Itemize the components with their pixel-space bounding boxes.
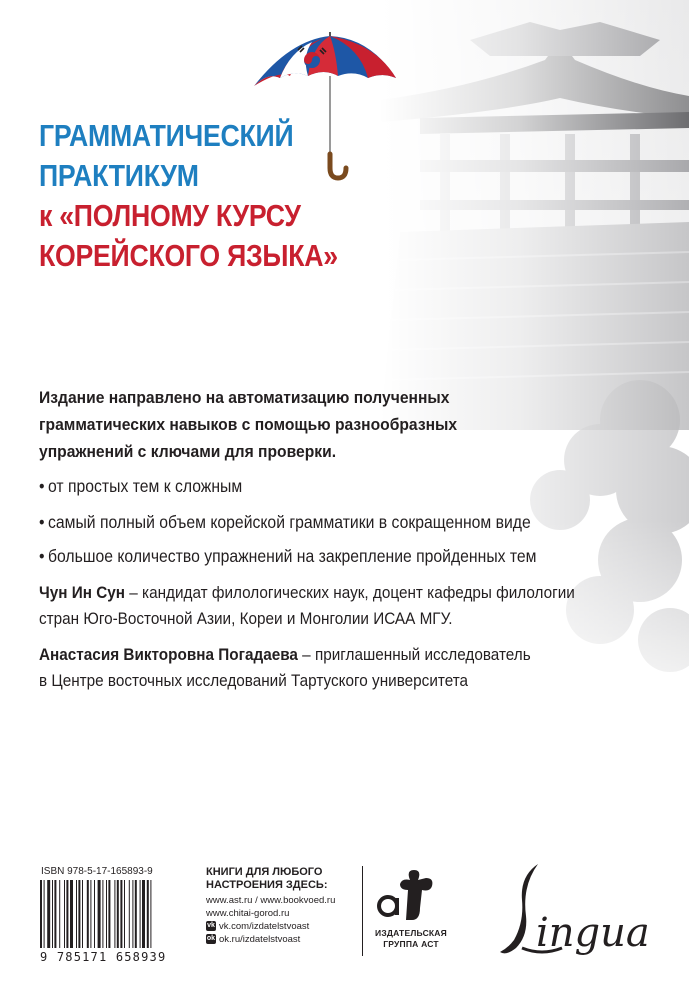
- shop-link: www.ast.ru / www.bookvoed.ru: [206, 895, 336, 906]
- publisher-caption: [371, 928, 451, 950]
- bullet-text: самый полный объем корейской грамматики в сокращенном виде: [48, 512, 531, 532]
- barcode-bar: [129, 880, 130, 948]
- ok-link: [206, 933, 356, 946]
- barcode-bar: [40, 880, 42, 948]
- title-line-3: к «ПОЛНОМУ КУРСУ: [39, 198, 301, 233]
- barcode-bar: [44, 880, 45, 948]
- barcode-bar: [94, 880, 95, 948]
- bullet-dot: •: [39, 476, 45, 496]
- ok-icon: ok: [206, 935, 216, 943]
- barcode-bar: [90, 880, 91, 948]
- vk-link: [206, 920, 356, 933]
- barcode-bar: [120, 880, 122, 948]
- barcode-bar: [87, 880, 89, 948]
- publisher-line: ИЗДАТЕЛЬСКАЯ: [375, 928, 447, 938]
- barcode-bar: [114, 880, 115, 948]
- shops-block: [206, 866, 356, 946]
- author-bio: [39, 642, 660, 694]
- barcode-bar: [140, 880, 141, 948]
- bullet-dot: •: [39, 546, 45, 566]
- publisher-line: ГРУППА АСТ: [383, 939, 439, 949]
- barcode-bar: [124, 880, 125, 948]
- barcode-bar: [142, 880, 145, 948]
- svg-text:ingua: ingua: [536, 910, 650, 956]
- vk-icon: vk: [207, 922, 215, 930]
- bullet-text: большое количество упражнений на закрепление пройденных тем: [48, 546, 537, 566]
- barcode-bar: [54, 880, 56, 948]
- barcode-number: 9 785171 658939: [40, 950, 167, 964]
- barcode-bar: [82, 880, 83, 948]
- barcode-bar: [47, 880, 50, 948]
- author-desc: стран Юго-Восточной Азии, Кореи и Монголии ИСАА МГУ.: [39, 609, 453, 628]
- barcode-bar: [135, 880, 137, 948]
- barcode-bar: [52, 880, 53, 948]
- barcode-bar: [66, 880, 68, 948]
- isbn-label: ISBN 978-5-17-165893-9: [41, 866, 153, 877]
- barcode-bar: [150, 880, 151, 948]
- shops-heading: КНИГИ ДЛЯ ЛЮБОГО: [206, 866, 323, 878]
- bullet-item: [39, 510, 531, 534]
- barcode-bar: [59, 880, 60, 948]
- barcode-bar: [102, 880, 103, 948]
- barcode-bar: [70, 880, 73, 948]
- barcode-bar: [98, 880, 101, 948]
- barcode-bar: [108, 880, 110, 948]
- bullet-text: от простых тем к сложным: [48, 476, 243, 496]
- intro-paragraph: Издание направлено на автоматизацию полученных грамматических навыков с помощью разнообразных упражнений с ключами для проверки.: [39, 388, 458, 461]
- ok-text: ok.ru/izdatelstvoast: [219, 934, 301, 945]
- ast-logo: [376, 868, 436, 926]
- lingua-logo: [492, 856, 652, 966]
- shops-heading: НАСТРОЕНИЯ ЗДЕСЬ:: [206, 879, 328, 891]
- title-line-4: КОРЕЙСКОГО ЯЗЫКА»: [39, 238, 338, 273]
- book-title: [39, 116, 338, 276]
- barcode-bar: [106, 880, 107, 948]
- bullet-dot: •: [39, 512, 45, 532]
- author-name: Чун Ин Сун: [39, 583, 126, 602]
- barcode-bar: [132, 880, 133, 948]
- title-line-2: ПРАКТИКУМ: [39, 158, 199, 193]
- shop-link: www.chitai-gorod.ru: [206, 908, 290, 919]
- footer-divider: [362, 866, 363, 956]
- author-desc: – кандидат филологических наук, доцент кафедры филологии: [125, 583, 575, 602]
- barcode-bar: [117, 880, 119, 948]
- barcode-bar: [76, 880, 77, 948]
- barcode-bar: [147, 880, 149, 948]
- barcode: [36, 880, 196, 952]
- author-desc: в Центре восточных исследований Тартуского университета: [39, 671, 469, 690]
- bullet-item: [39, 544, 537, 568]
- author-desc: – приглашенный исследователь: [297, 645, 531, 664]
- barcode-bar: [78, 880, 80, 948]
- author-bio: [39, 580, 660, 632]
- author-name: Анастасия Викторовна Погадаева: [39, 645, 298, 664]
- bullet-item: [39, 474, 242, 498]
- barcode-bar: [64, 880, 65, 948]
- vk-text: vk.com/izdatelstvoast: [219, 921, 310, 932]
- title-line-1: ГРАММАТИЧЕСКИЙ: [39, 118, 294, 153]
